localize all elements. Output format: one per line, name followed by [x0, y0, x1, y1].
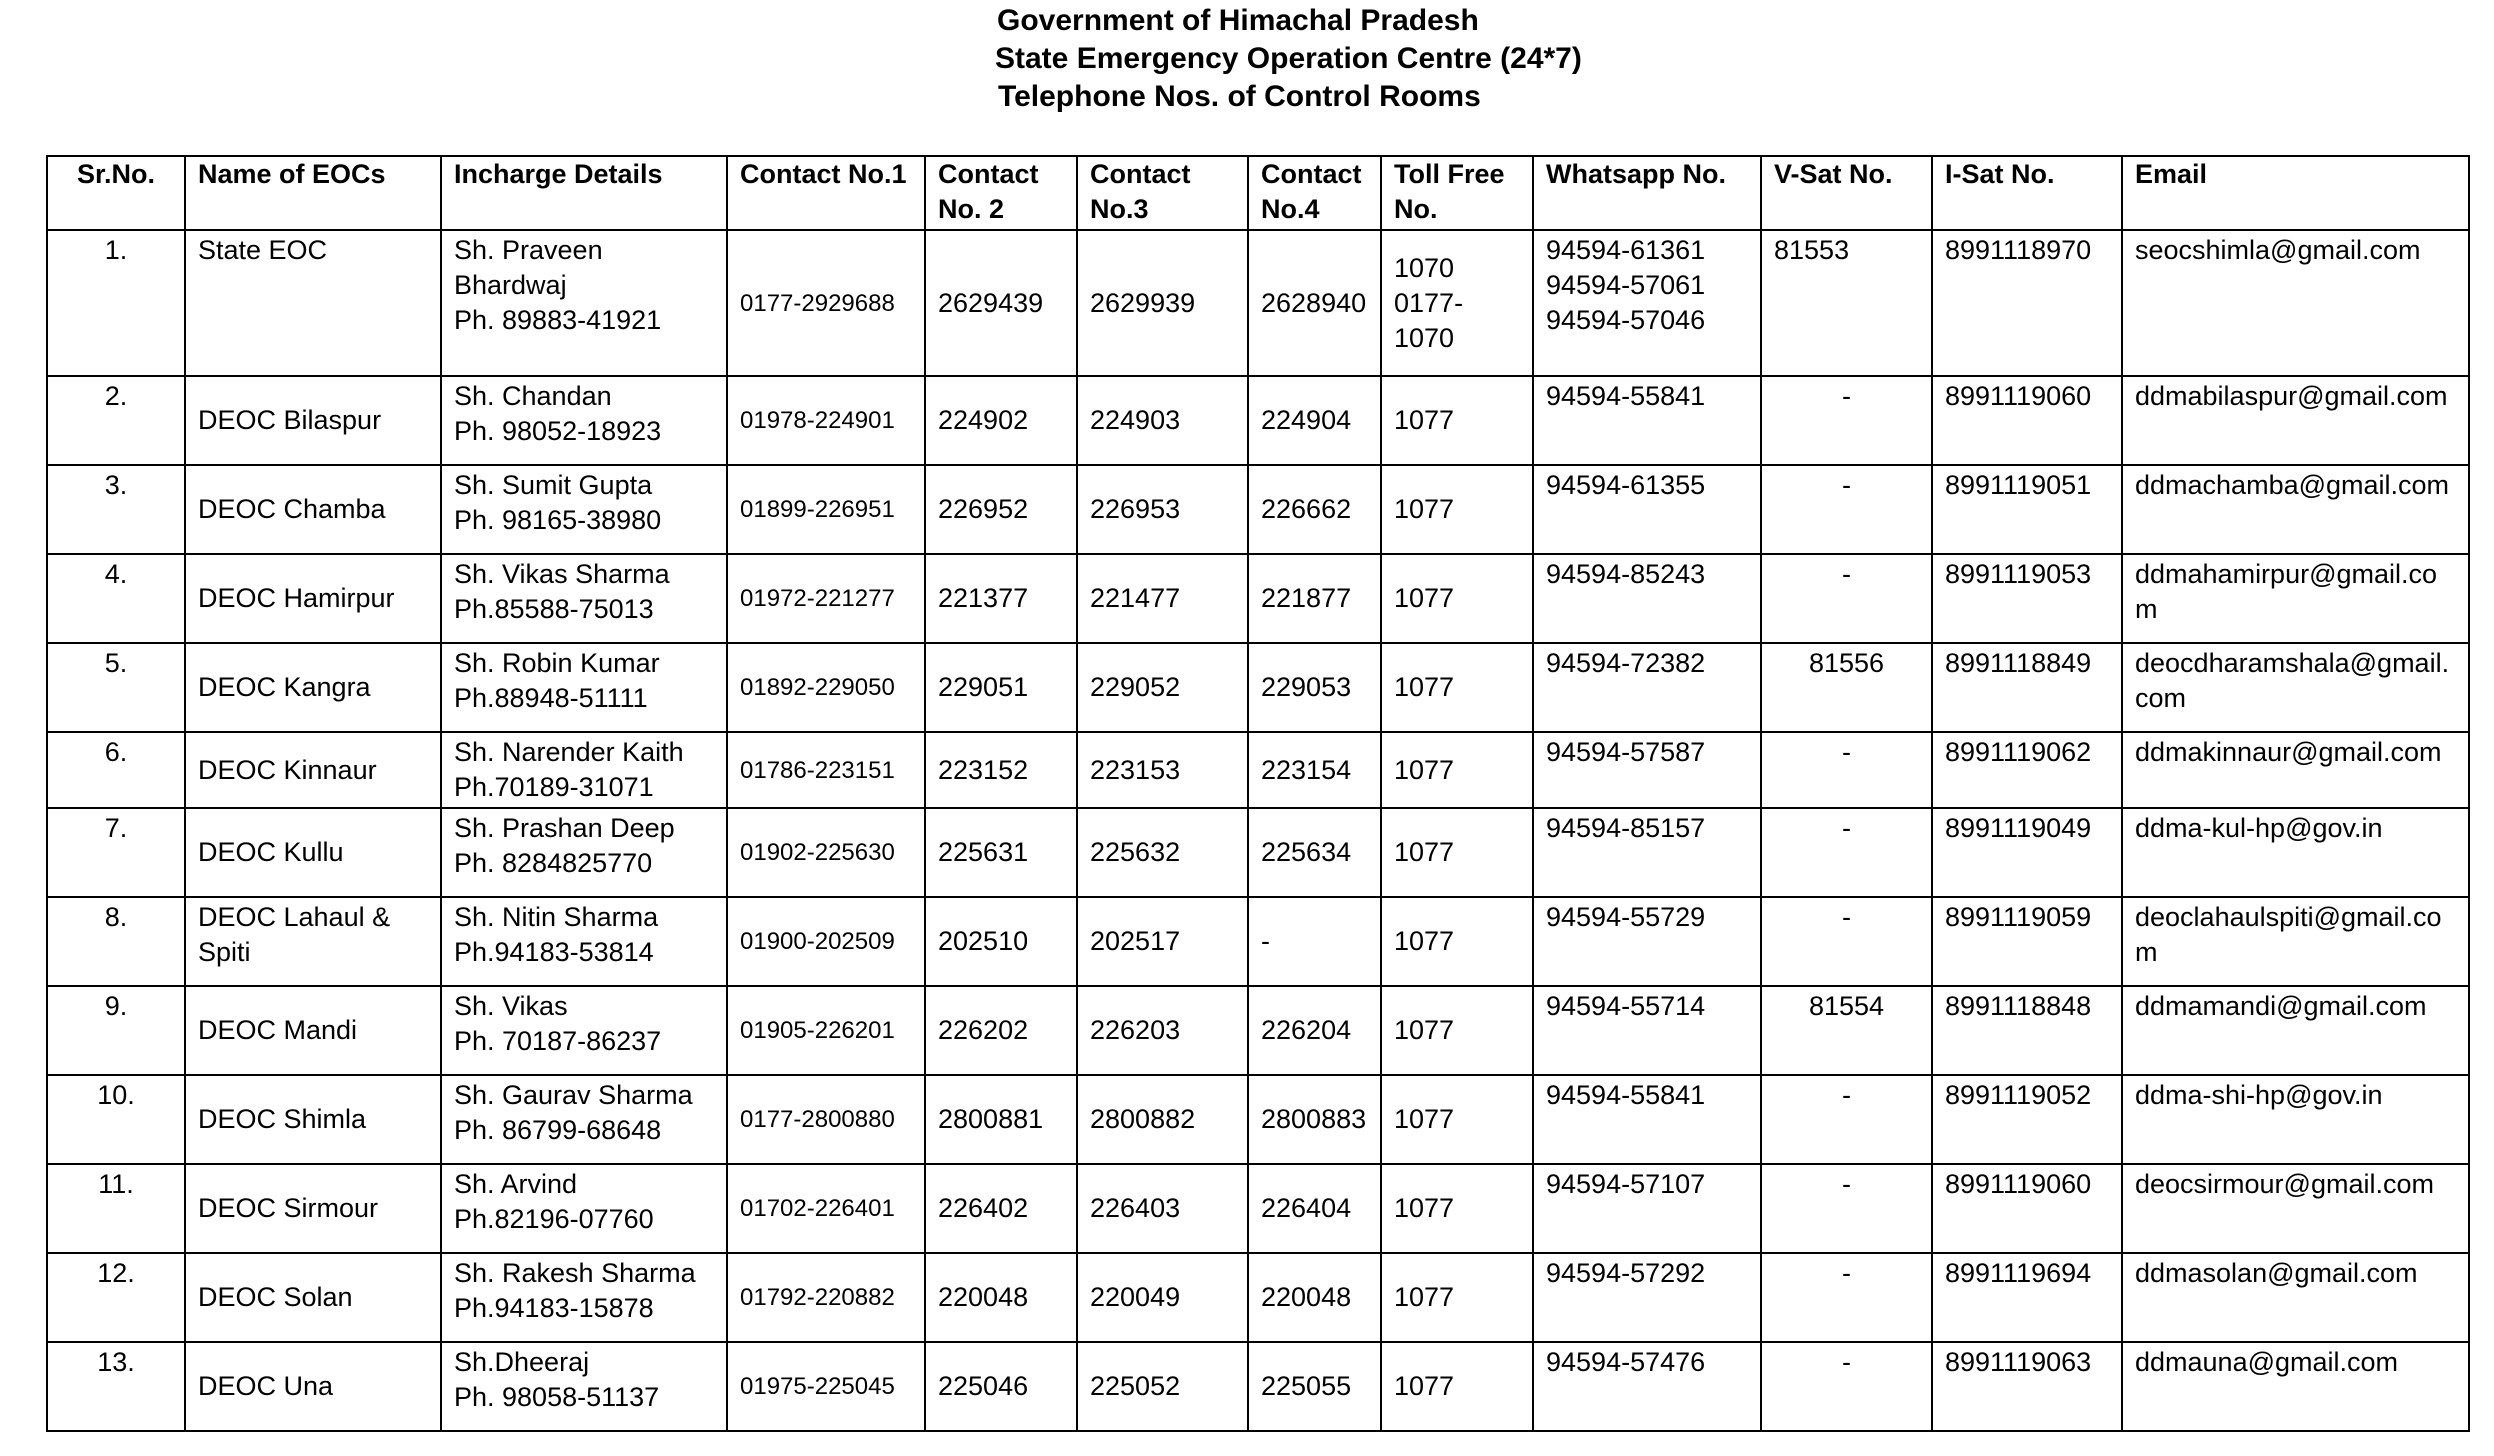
cell-vsat: 81554 [1761, 986, 1932, 1075]
cell-incharge [441, 554, 727, 643]
cell-contact-2: 226402 [925, 1164, 1077, 1253]
cell-email: ddmasolan@gmail.com [2122, 1253, 2469, 1342]
cell-contact-4: 226204 [1248, 986, 1381, 1075]
cell-vsat: - [1761, 465, 1932, 554]
cell-name: DEOC Hamirpur [185, 554, 441, 643]
header-vsat: V-Sat No. [1761, 156, 1932, 230]
cell-toll-free: 1077 [1381, 986, 1533, 1075]
incharge-phone: Ph. 98058-51137 [454, 1382, 660, 1412]
incharge-name: Sh. Nitin Sharma [454, 902, 659, 932]
cell-whatsapp: 94594-72382 [1533, 643, 1761, 732]
cell-toll-free: 1077 [1381, 808, 1533, 897]
cell-name: DEOC Kangra [185, 643, 441, 732]
cell-incharge [441, 897, 727, 986]
cell-contact-2: 224902 [925, 376, 1077, 465]
incharge-phone: Ph.85588-75013 [454, 594, 654, 624]
cell-email: seocshimla@gmail.com [2122, 230, 2469, 376]
table-row [47, 986, 2469, 1075]
cell-incharge [441, 643, 727, 732]
cell-vsat: 81556 [1761, 643, 1932, 732]
cell-incharge [441, 465, 727, 554]
cell-toll-free: 1077 [1381, 1342, 1533, 1431]
cell-whatsapp: 94594-61361 94594-57061 94594-57046 [1533, 230, 1761, 376]
cell-whatsapp: 94594-85157 [1533, 808, 1761, 897]
cell-contact-2: 223152 [925, 732, 1077, 808]
cell-contact-3: 225632 [1077, 808, 1248, 897]
cell-toll-free: 1077 [1381, 1164, 1533, 1253]
cell-contact-2: 226952 [925, 465, 1077, 554]
cell-contact-2: 225631 [925, 808, 1077, 897]
cell-sr-no: 1. [47, 230, 185, 376]
cell-isat: 8991119059 [1932, 897, 2122, 986]
cell-toll-free: 1077 [1381, 897, 1533, 986]
cell-toll-free: 1077 [1381, 465, 1533, 554]
cell-isat: 8991119052 [1932, 1075, 2122, 1164]
cell-contact-3: 224903 [1077, 376, 1248, 465]
incharge-phone: Ph. 86799-68648 [454, 1115, 662, 1145]
cell-name: DEOC Mandi [185, 986, 441, 1075]
cell-contact-4: 2628940 [1248, 230, 1381, 376]
cell-contact-4: 223154 [1248, 732, 1381, 808]
incharge-name: Sh. Narender Kaith [454, 737, 684, 767]
cell-email: ddma-shi-hp@gov.in [2122, 1075, 2469, 1164]
cell-contact-4: 221877 [1248, 554, 1381, 643]
cell-contact-1: 01905-226201 [727, 986, 925, 1075]
table-row [47, 1164, 2469, 1253]
cell-vsat: - [1761, 808, 1932, 897]
table-row [47, 732, 2469, 808]
cell-contact-4: 220048 [1248, 1253, 1381, 1342]
cell-contact-1: 01899-226951 [727, 465, 925, 554]
table-row [47, 230, 2469, 376]
cell-contact-1: 01892-229050 [727, 643, 925, 732]
cell-name: DEOC Una [185, 1342, 441, 1431]
cell-isat: 8991118849 [1932, 643, 2122, 732]
cell-whatsapp: 94594-85243 [1533, 554, 1761, 643]
cell-isat: 8991119053 [1932, 554, 2122, 643]
cell-contact-4: 225634 [1248, 808, 1381, 897]
cell-email: ddmahamirpur@gmail.com [2122, 554, 2469, 643]
cell-name: DEOC Sirmour [185, 1164, 441, 1253]
cell-email: deoclahaulspiti@gmail.com [2122, 897, 2469, 986]
cell-contact-1: 01975-225045 [727, 1342, 925, 1431]
cell-contact-1: 01900-202509 [727, 897, 925, 986]
incharge-name: Sh. Sumit Gupta [454, 470, 653, 500]
cell-isat: 8991119049 [1932, 808, 2122, 897]
incharge-phone: Ph. 98165-38980 [454, 505, 662, 535]
cell-contact-2: 226202 [925, 986, 1077, 1075]
cell-name: DEOC Lahaul & Spiti [185, 897, 441, 986]
cell-contact-4: 226662 [1248, 465, 1381, 554]
cell-toll-free: 1077 [1381, 643, 1533, 732]
title-control-rooms: Telephone Nos. of Control Rooms [998, 80, 1481, 113]
table-row [47, 1253, 2469, 1342]
cell-incharge [441, 808, 727, 897]
cell-isat: 8991119063 [1932, 1342, 2122, 1431]
cell-contact-1: 01786-223151 [727, 732, 925, 808]
header-isat: I-Sat No. [1932, 156, 2122, 230]
cell-toll-free: 1077 [1381, 1253, 1533, 1342]
cell-contact-2: 2629439 [925, 230, 1077, 376]
cell-email: ddmakinnaur@gmail.com [2122, 732, 2469, 808]
cell-email: ddma-kul-hp@gov.in [2122, 808, 2469, 897]
cell-email: ddmabilaspur@gmail.com [2122, 376, 2469, 465]
cell-contact-3: 226953 [1077, 465, 1248, 554]
cell-contact-1: 0177-2929688 [727, 230, 925, 376]
table-row [47, 1075, 2469, 1164]
incharge-phone: Ph. 70187-86237 [454, 1026, 662, 1056]
header-toll-free: Toll Free No. [1381, 156, 1533, 230]
cell-contact-1: 01972-221277 [727, 554, 925, 643]
table-row [47, 897, 2469, 986]
cell-toll-free: 1070 0177-1070 [1381, 230, 1533, 376]
incharge-name: Sh. Arvind [454, 1169, 578, 1199]
header-email: Email [2122, 156, 2469, 230]
cell-contact-3: 2800882 [1077, 1075, 1248, 1164]
incharge-name: Sh. Vikas Sharma [454, 559, 670, 589]
cell-sr-no: 13. [47, 1342, 185, 1431]
cell-name: DEOC Solan [185, 1253, 441, 1342]
cell-incharge [441, 986, 727, 1075]
title-seoc: State Emergency Operation Centre (24*7) [995, 42, 1582, 75]
cell-name: State EOC [185, 230, 441, 376]
cell-toll-free: 1077 [1381, 732, 1533, 808]
cell-contact-2: 202510 [925, 897, 1077, 986]
cell-contact-3: 202517 [1077, 897, 1248, 986]
incharge-phone: Ph.82196-07760 [454, 1204, 654, 1234]
cell-contact-3: 223153 [1077, 732, 1248, 808]
header-incharge: Incharge Details [441, 156, 727, 230]
incharge-name: Sh. Gaurav Sharma [454, 1080, 693, 1110]
table-row [47, 808, 2469, 897]
cell-vsat: - [1761, 1164, 1932, 1253]
cell-sr-no: 6. [47, 732, 185, 808]
cell-contact-2: 2800881 [925, 1075, 1077, 1164]
cell-contact-2: 221377 [925, 554, 1077, 643]
cell-whatsapp: 94594-55729 [1533, 897, 1761, 986]
cell-email: ddmauna@gmail.com [2122, 1342, 2469, 1431]
header-contact-4: Contact No.4 [1248, 156, 1381, 230]
table-row [47, 643, 2469, 732]
cell-isat: 8991119060 [1932, 376, 2122, 465]
cell-incharge [441, 1164, 727, 1253]
cell-contact-4: 2800883 [1248, 1075, 1381, 1164]
cell-incharge [441, 1075, 727, 1164]
cell-name: DEOC Bilaspur [185, 376, 441, 465]
incharge-name: Sh. Robin Kumar [454, 648, 660, 678]
cell-name: DEOC Shimla [185, 1075, 441, 1164]
cell-contact-1: 01792-220882 [727, 1253, 925, 1342]
cell-sr-no: 7. [47, 808, 185, 897]
cell-whatsapp: 94594-55714 [1533, 986, 1761, 1075]
header-sr-no: Sr.No. [47, 156, 185, 230]
table-row [47, 465, 2469, 554]
cell-isat: 8991118970 [1932, 230, 2122, 376]
incharge-phone: Ph.70189-31071 [454, 772, 654, 802]
cell-sr-no: 2. [47, 376, 185, 465]
cell-sr-no: 11. [47, 1164, 185, 1253]
incharge-phone: Ph. 8284825770 [454, 848, 653, 878]
cell-contact-3: 2629939 [1077, 230, 1248, 376]
incharge-name: Sh. Chandan [454, 381, 612, 411]
table-row [47, 1342, 2469, 1431]
cell-name: DEOC Kullu [185, 808, 441, 897]
cell-toll-free: 1077 [1381, 554, 1533, 643]
header-whatsapp: Whatsapp No. [1533, 156, 1761, 230]
cell-name: DEOC Chamba [185, 465, 441, 554]
incharge-phone: Ph. 89883-41921 [454, 305, 662, 335]
header-contact-1: Contact No.1 [727, 156, 925, 230]
incharge-name: Sh. Praveen Bhardwaj [454, 235, 603, 300]
cell-sr-no: 8. [47, 897, 185, 986]
cell-toll-free: 1077 [1381, 376, 1533, 465]
cell-whatsapp: 94594-57476 [1533, 1342, 1761, 1431]
cell-isat: 8991119060 [1932, 1164, 2122, 1253]
incharge-name: Sh. Rakesh Sharma [454, 1258, 696, 1288]
cell-sr-no: 10. [47, 1075, 185, 1164]
cell-incharge [441, 1253, 727, 1342]
table-header-row [47, 156, 2469, 230]
cell-isat: 8991119051 [1932, 465, 2122, 554]
control-rooms-table [46, 155, 2470, 1432]
cell-incharge [441, 230, 727, 376]
cell-whatsapp: 94594-55841 [1533, 376, 1761, 465]
table-row [47, 376, 2469, 465]
incharge-name: Sh. Vikas [454, 991, 568, 1021]
cell-incharge [441, 1342, 727, 1431]
cell-email: deocdharamshala@gmail.com [2122, 643, 2469, 732]
incharge-name: Sh.Dheeraj [454, 1347, 590, 1377]
header-contact-3: Contact No.3 [1077, 156, 1248, 230]
cell-contact-2: 225046 [925, 1342, 1077, 1431]
cell-contact-1: 0177-2800880 [727, 1075, 925, 1164]
incharge-phone: Ph.88948-51111 [454, 683, 648, 713]
table-row [47, 554, 2469, 643]
cell-vsat: - [1761, 897, 1932, 986]
cell-isat: 8991118848 [1932, 986, 2122, 1075]
cell-toll-free: 1077 [1381, 1075, 1533, 1164]
title-government: Government of Himachal Pradesh [997, 4, 1479, 37]
cell-contact-3: 225052 [1077, 1342, 1248, 1431]
cell-sr-no: 5. [47, 643, 185, 732]
cell-contact-3: 220049 [1077, 1253, 1248, 1342]
cell-contact-4: 229053 [1248, 643, 1381, 732]
document-title [995, 2, 1582, 116]
header-name: Name of EOCs [185, 156, 441, 230]
cell-isat: 8991119694 [1932, 1253, 2122, 1342]
cell-contact-2: 220048 [925, 1253, 1077, 1342]
cell-incharge [441, 732, 727, 808]
cell-name: DEOC Kinnaur [185, 732, 441, 808]
cell-vsat: - [1761, 732, 1932, 808]
cell-whatsapp: 94594-57292 [1533, 1253, 1761, 1342]
cell-vsat: - [1761, 376, 1932, 465]
cell-incharge [441, 376, 727, 465]
incharge-phone: Ph.94183-53814 [454, 937, 654, 967]
cell-sr-no: 3. [47, 465, 185, 554]
cell-contact-4: 226404 [1248, 1164, 1381, 1253]
cell-whatsapp: 94594-61355 [1533, 465, 1761, 554]
cell-whatsapp: 94594-55841 [1533, 1075, 1761, 1164]
incharge-name: Sh. Prashan Deep [454, 813, 675, 843]
incharge-phone: Ph.94183-15878 [454, 1293, 654, 1323]
cell-vsat: 81553 [1761, 230, 1932, 376]
cell-contact-4: 224904 [1248, 376, 1381, 465]
cell-sr-no: 9. [47, 986, 185, 1075]
cell-sr-no: 12. [47, 1253, 185, 1342]
cell-contact-4: - [1248, 897, 1381, 986]
cell-isat: 8991119062 [1932, 732, 2122, 808]
cell-whatsapp: 94594-57107 [1533, 1164, 1761, 1253]
cell-vsat: - [1761, 554, 1932, 643]
cell-contact-1: 01978-224901 [727, 376, 925, 465]
cell-email: ddmamandi@gmail.com [2122, 986, 2469, 1075]
cell-contact-3: 226203 [1077, 986, 1248, 1075]
cell-vsat: - [1761, 1075, 1932, 1164]
cell-vsat: - [1761, 1253, 1932, 1342]
cell-email: ddmachamba@gmail.com [2122, 465, 2469, 554]
cell-sr-no: 4. [47, 554, 185, 643]
incharge-phone: Ph. 98052-18923 [454, 416, 662, 446]
cell-contact-3: 221477 [1077, 554, 1248, 643]
cell-vsat: - [1761, 1342, 1932, 1431]
cell-contact-3: 229052 [1077, 643, 1248, 732]
cell-contact-1: 01702-226401 [727, 1164, 925, 1253]
cell-contact-3: 226403 [1077, 1164, 1248, 1253]
cell-contact-2: 229051 [925, 643, 1077, 732]
cell-email: deocsirmour@gmail.com [2122, 1164, 2469, 1253]
cell-contact-4: 225055 [1248, 1342, 1381, 1431]
cell-contact-1: 01902-225630 [727, 808, 925, 897]
cell-whatsapp: 94594-57587 [1533, 732, 1761, 808]
header-contact-2: Contact No. 2 [925, 156, 1077, 230]
